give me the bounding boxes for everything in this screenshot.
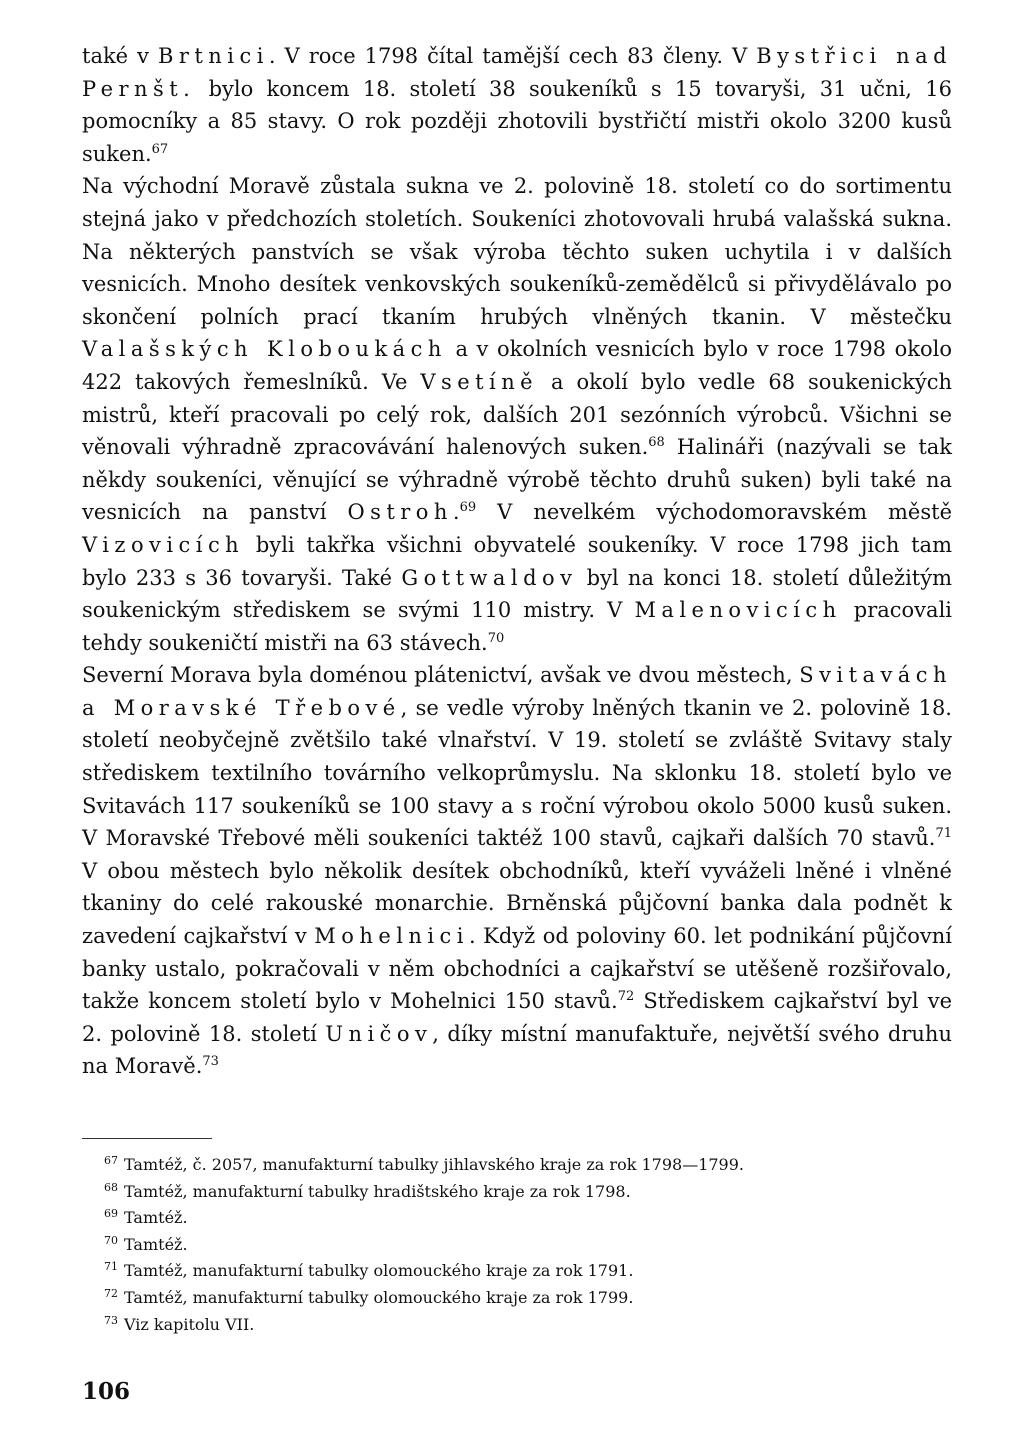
text-run: a v okolních vesnicích bylo v roce 1798 okolo 422 takových řemeslníků. Ve: [82, 337, 952, 394]
footnote-ref: 69: [459, 500, 477, 516]
text-run: .: [452, 500, 460, 525]
spaced-place-name: Bystřici nad Pernšt.: [82, 44, 952, 101]
text-run: Halináři (nazývali se tak někdy soukeníci, věnující se výhradně výrobě těchto druhů suken) byli také na vesnicích na panství: [82, 435, 952, 525]
footnote-number: 69: [104, 1207, 118, 1221]
footnote: [104, 1258, 954, 1285]
footnote: [104, 1312, 954, 1339]
spaced-place-name: Uničov: [325, 1021, 433, 1046]
text-run: V nevelkém východomoravském městě: [476, 500, 952, 525]
spaced-place-name: Valašských Kloboukách: [82, 337, 447, 362]
body-text: [82, 40, 952, 1083]
footnote-number: 73: [104, 1313, 118, 1327]
paragraph-2: [82, 170, 952, 659]
text-run: Střediskem cajkařství byl ve 2. polovině 18. století: [82, 989, 952, 1046]
text-run: byli takřka všichni obyvatelé soukeníky. V roce 1798 jich tam bylo 233 s 36 tovaryši. Také: [82, 532, 952, 590]
text-run: Severní Morava byla doménou plátenictví, avšak ve dvou městech,: [82, 663, 800, 688]
footnote-ref: 67: [151, 141, 169, 157]
footnote-number: 67: [104, 1154, 118, 1167]
footnote-divider: [82, 1138, 212, 1139]
text-run: . V roce 1798 čítal tamější cech 83 členy. V: [268, 44, 757, 68]
footnote-ref: 71: [935, 826, 952, 842]
footnote-ref: 72: [617, 989, 635, 1005]
paragraph-3: [82, 659, 952, 1083]
footnote-number: 71: [104, 1260, 118, 1274]
spaced-place-name: Brtnici: [158, 44, 269, 68]
paragraph-1: [82, 40, 952, 170]
text-run: a okolí bylo vedle 68 soukenických mistrů, kteří pracovali po celý rok, dalších 201 sezónních výrobců. Všichni se věnovali výhradně zpracovávání halenových suken.: [82, 369, 952, 460]
page-number: 106: [82, 1378, 131, 1405]
text-run: V obou městech bylo několik desítek obchodníků, kteří vyváželi lněné i vlněné tkaniny do celé rakouské monarchie. Brněnská půjčovní banka dala podnět k zavedení cajkařství v: [82, 858, 952, 949]
footnote-number: 68: [104, 1180, 118, 1194]
footnote-text: Tamtéž.: [124, 1208, 188, 1228]
text-run: také v: [82, 44, 159, 68]
text-run: , se vedle výroby lněných tkanin ve 2. polovině 18. století neobyčejně zvětšilo také vlnařství. V 19. století se zvláště Svitavy staly střediskem textilního továrního velkoprůmyslu. Na sklonku 18. století bylo ve Svitavách 117 soukeníků se 100 stavy a s roční výrobou okolo 5000 kusů suken. V Moravské Třebové měli soukeníci taktéž 100 stavů, cajkaři dalších 70 stavů.: [82, 695, 952, 851]
text-run: byl na konci 18. století důležitým soukenickým střediskem se svými 110 mistry. V: [82, 565, 953, 623]
footnote-text: Tamtéž.: [124, 1234, 188, 1254]
spaced-place-name: Mohelnici: [314, 924, 469, 949]
footnote: [104, 1152, 954, 1179]
page-body: [82, 40, 952, 1083]
footnote-text: Tamtéž, manufakturní tabulky olomouckého kraje za rok 1791.: [124, 1261, 634, 1281]
spaced-place-name: Vsetíně: [420, 369, 539, 394]
footnote-number: 70: [104, 1233, 118, 1247]
spaced-place-name: Gottwaldov: [401, 565, 578, 590]
text-run: . Když od poloviny 60. let podnikání půjčovní banky ustalo, pokračovali v něm obchodníci a cajkařství se utěšeně rozšiřovalo, takže koncem století bylo v Mohelnici 150 stavů.: [82, 924, 953, 1014]
spaced-place-name: Malenovicích: [634, 598, 842, 623]
footnote-number: 72: [104, 1286, 118, 1300]
footnote: [104, 1205, 954, 1232]
footnote-ref: 70: [487, 630, 505, 646]
footnote-text: Viz kapitolu VII.: [124, 1314, 255, 1334]
footnotes: [104, 1152, 954, 1338]
footnote: [104, 1285, 954, 1312]
spaced-place-name: Vizovicích: [82, 532, 245, 557]
spaced-place-name: Ostroh: [347, 500, 453, 525]
footnote-text: Tamtéž, č. 2057, manufakturní tabulky jihlavského kraje za rok 1798—1799.: [124, 1155, 744, 1174]
footnote-ref: 68: [648, 435, 665, 451]
footnote-ref: 73: [202, 1054, 219, 1070]
text-run: bylo koncem 18. století 38 soukeníků s 15 tovaryši, 31 učni, 16 pomocníky a 85 stavy. O rok později zhotovili bystřičtí mistři okolo 3200 kusů suken.: [82, 76, 952, 166]
footnote-text: Tamtéž, manufakturní tabulky hradištského kraje za rok 1798.: [124, 1181, 631, 1201]
footnote: [104, 1232, 954, 1259]
text-run: Na východní Moravě zůstala sukna ve 2. polovině 18. století co do sortimentu stejná jako v předchozích stoletích. Soukeníci zhotovovali hrubá valašská sukna. Na některých panstvích se však výroba těchto suken uchytila i v dalších vesnicích. Mnoho desítek venkovských soukeníků-zemědělců si přivydělávalo po skončení polních prací tkaním hrubých vlněných tkanin. V městečku: [82, 174, 952, 329]
spaced-place-name: Svitavách a Moravské Třebové: [82, 663, 952, 720]
footnote: [104, 1179, 954, 1206]
text-run: pracovali tehdy soukeničtí mistři na 63 stávech.: [82, 598, 952, 655]
text-run: , díky místní manufaktuře, největší svého druhu na Moravě.: [82, 1021, 952, 1079]
footnote-text: Tamtéž, manufakturní tabulky olomouckého kraje za rok 1799.: [124, 1287, 634, 1307]
